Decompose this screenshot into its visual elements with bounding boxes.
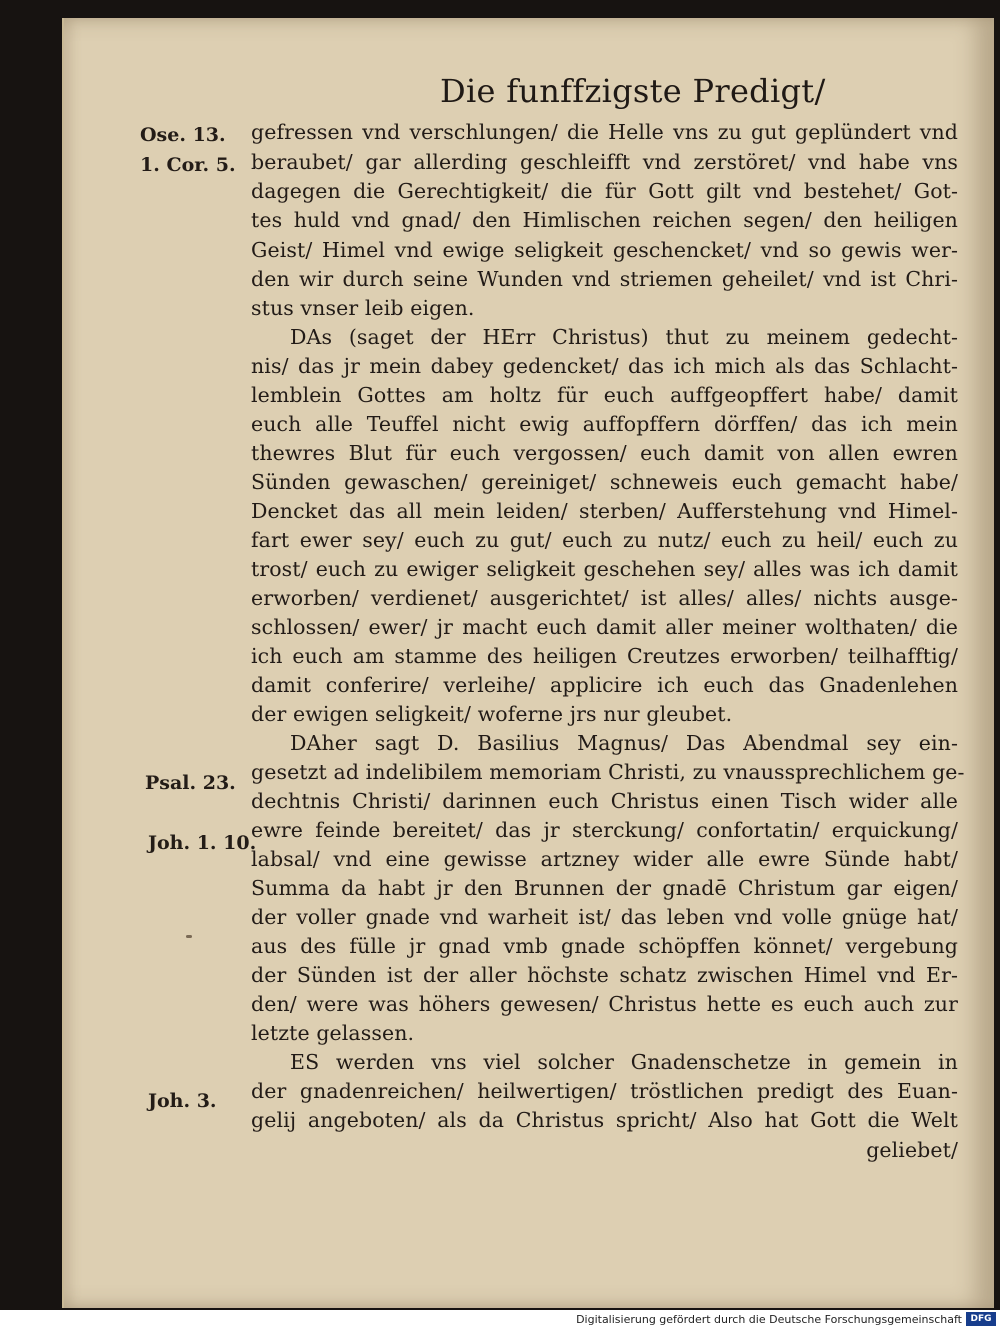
text-line: dechtnis Christi/ darinnen euch Christus einen Tisch wider alle <box>251 789 958 813</box>
text-line: ewre feinde bereitet/ das jr sterckung/ confortatin/ erquickung/ <box>251 818 958 842</box>
dfg-logo: DFG <box>966 1312 996 1326</box>
text-line: der ewigen seligkeit/ woferne jrs nur gleubet. <box>251 702 733 726</box>
text-line: nis/ das jr mein dabey gedencket/ das ich mich als das Schlacht- <box>251 354 958 378</box>
text-line: der Sünden ist der aller höchste schatz zwischen Himel vnd Er- <box>251 963 958 987</box>
text-line: trost/ euch zu ewiger seligkeit geschehen sey/ alles was ich damit <box>251 557 958 581</box>
text-line: Dencket das all mein leiden/ sterben/ Aufferstehung vnd Himel- <box>251 499 958 523</box>
margin-note: Joh. 3. <box>148 1090 217 1112</box>
text-line: der gnadenreichen/ heilwertigen/ tröstlichen predigt des Euan- <box>251 1079 958 1103</box>
text-line: beraubet/ gar allerding geschleifft vnd zerstöret/ vnd habe vns <box>251 150 958 174</box>
footer-credit: Digitalisierung gefördert durch die Deutsche Forschungsgemeinschaft <box>576 1313 962 1326</box>
text-line: gelij angeboten/ als da Christus spricht/ Also hat Gott die Welt <box>251 1108 958 1132</box>
text-line: gesetzt ad indelibilem memoriam Christi, zu vnaussprechlichem ge- <box>251 760 965 784</box>
text-line: schlossen/ ewer/ jr macht euch damit aller meiner wolthaten/ die <box>251 615 958 639</box>
text-line: der voller gnade vnd warheit ist/ das leben vnd volle gnüge hat/ <box>251 905 958 929</box>
text-line: aus des fülle jr gnad vmb gnade schöpffen könnet/ vergebung <box>251 934 958 958</box>
text-line: ich euch am stamme des heiligen Creutzes erworben/ teilhafftig/ <box>251 644 958 668</box>
margin-note: Joh. 1. 10. <box>148 832 257 854</box>
text-line: lemblein Gottes am holtz für euch auffgeopffert habe/ damit <box>251 383 958 407</box>
text-line: dagegen die Gerechtigkeit/ die für Gott gilt vnd bestehet/ Got- <box>251 179 958 203</box>
text-line: den/ were was höhers gewesen/ Christus hette es euch auch zur <box>251 992 958 1016</box>
text-line: tes huld vnd gnad/ den Himlischen reichen segen/ den heiligen <box>251 208 958 232</box>
text-line: erworben/ verdienet/ ausgerichtet/ ist alles/ alles/ nichts ausge- <box>251 586 958 610</box>
text-line: fart ewer sey/ euch zu gut/ euch zu nutz/ euch zu heil/ euch zu <box>251 528 958 552</box>
text-line: DAs (saget der HErr Christus) thut zu meinem gedecht- <box>290 325 958 349</box>
margin-note: 1. Cor. 5. <box>140 154 236 176</box>
text-line: DAher sagt D. Basilius Magnus/ Das Abendmal sey ein- <box>290 731 958 755</box>
text-line: damit conferire/ verleihe/ applicire ich euch das Gnadenlehen <box>251 673 958 697</box>
text-line: Summa da habt jr den Brunnen der gnadē Christum gar eigen/ <box>251 876 958 900</box>
margin-note: Psal. 23. <box>145 772 236 794</box>
text-line: labsal/ vnd eine gewisse artzney wider alle ewre Sünde habt/ <box>251 847 958 871</box>
text-line: letzte gelassen. <box>251 1021 415 1045</box>
text-line: stus vnser leib eigen. <box>251 296 475 320</box>
text-line: Sünden gewaschen/ gereiniget/ schneweis euch gemacht habe/ <box>251 470 958 494</box>
text-line: gefressen vnd verschlungen/ die Helle vns zu gut geplündert vnd <box>251 120 958 144</box>
text-line: euch alle Teuffel nicht ewig auffopffern dörffen/ das ich mein <box>251 412 958 436</box>
text-line: ES werden vns viel solcher Gnadenschetze in gemein in <box>290 1050 958 1074</box>
text-line: Geist/ Himel vnd ewige seligkeit geschencket/ vnd so gewis wer- <box>251 238 958 262</box>
text-line: thewres Blut für euch vergossen/ euch damit von allen ewren <box>251 441 958 465</box>
catchword: geliebet/ <box>866 1138 958 1162</box>
text-line: den wir durch seine Wunden vnd striemen geheilet/ vnd ist Chri- <box>251 267 958 291</box>
running-head: Die funffzigste Predigt/ <box>440 72 826 110</box>
margin-note: Ose. 13. <box>140 124 226 146</box>
ink-spot <box>186 935 192 938</box>
